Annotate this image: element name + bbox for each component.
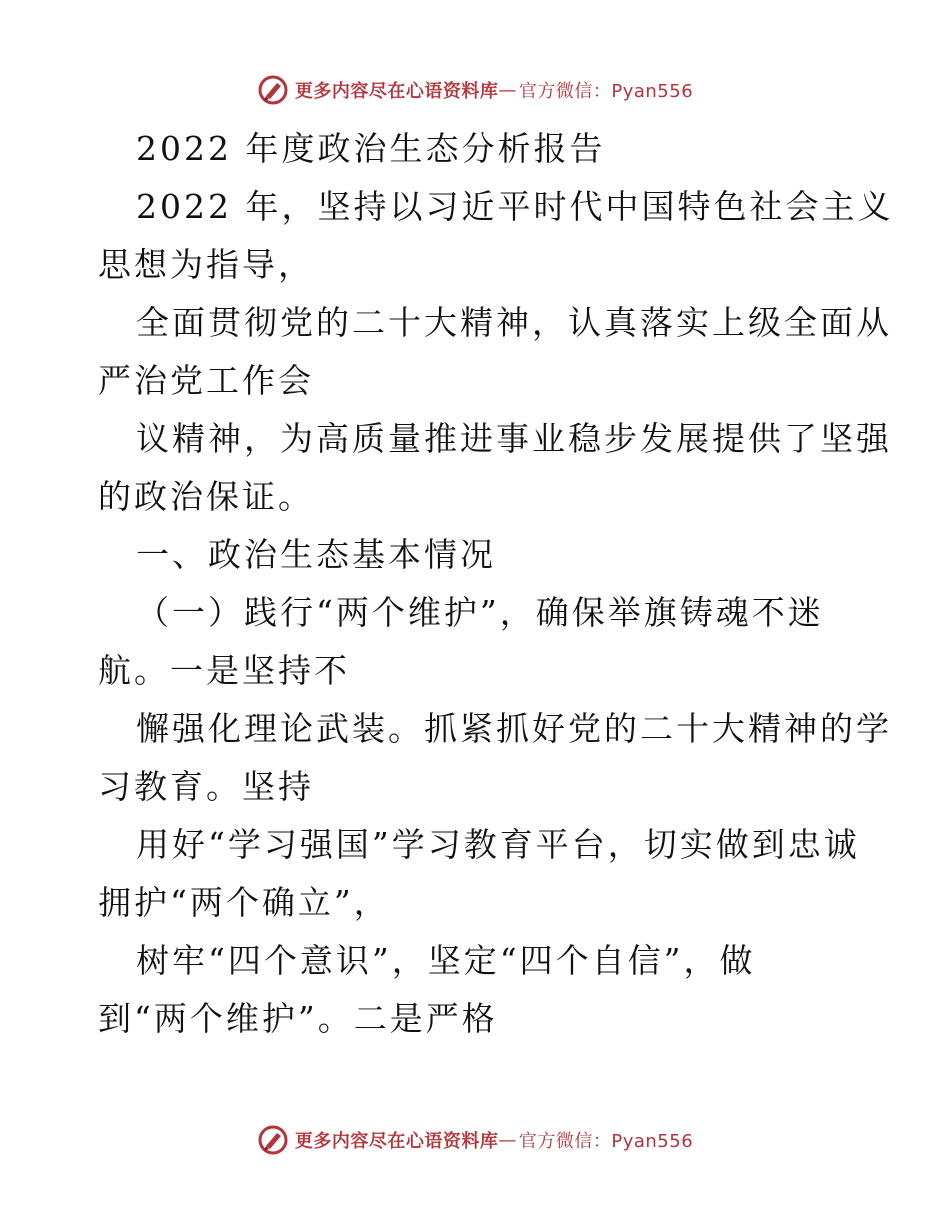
paragraph-line: 到“两个维护”。二是严格 [98,999,498,1038]
pen-circle-icon [257,74,289,106]
watermark-brand-text: 更多内容尽在心语资料库 [294,81,499,102]
watermark-separator: — [498,79,517,101]
paragraph-line: 严治党工作会 [98,361,314,400]
paragraph-line: 懈强化理论武装。抓紧抓好党的二十大精神的学 [136,709,892,748]
watermark-separator: — [498,1129,517,1151]
header-watermark [0,74,950,106]
subsection-heading: （一）践行“两个维护”，确保举旗铸魂不迷 [136,593,824,632]
paragraph-line: 拥护“两个确立”， [98,883,390,922]
document-body [98,120,894,1048]
watermark-wechat-text: 官方微信：Pyan556 [518,1131,694,1152]
paragraph-line: 思想为指导， [98,245,314,284]
paragraph-line: 树牢“四个意识”，坚定“四个自信”，做 [136,941,756,980]
footer-watermark [0,1124,950,1156]
watermark-brand-text: 更多内容尽在心语资料库 [294,1131,499,1152]
pen-circle-icon [257,1124,289,1156]
paragraph-line: 航。一是坚持不 [98,651,350,690]
paragraph-line: 的政治保证。 [98,477,314,516]
paragraph-line: 习教育。坚持 [98,767,314,806]
watermark-wechat-text: 官方微信：Pyan556 [518,81,694,102]
paragraph-line: 全面贯彻党的二十大精神，认真落实上级全面从 [136,303,892,342]
paragraph-line: 2022 年，坚持以习近平时代中国特色社会主义 [136,187,894,226]
section-heading: 一、政治生态基本情况 [136,535,496,574]
paragraph-line: 议精神，为高质量推进事业稳步发展提供了坚强 [136,419,892,458]
document-title: 2022 年度政治生态分析报告 [136,129,606,168]
paragraph-line: 用好“学习强国”学习教育平台，切实做到忠诚 [136,825,860,864]
